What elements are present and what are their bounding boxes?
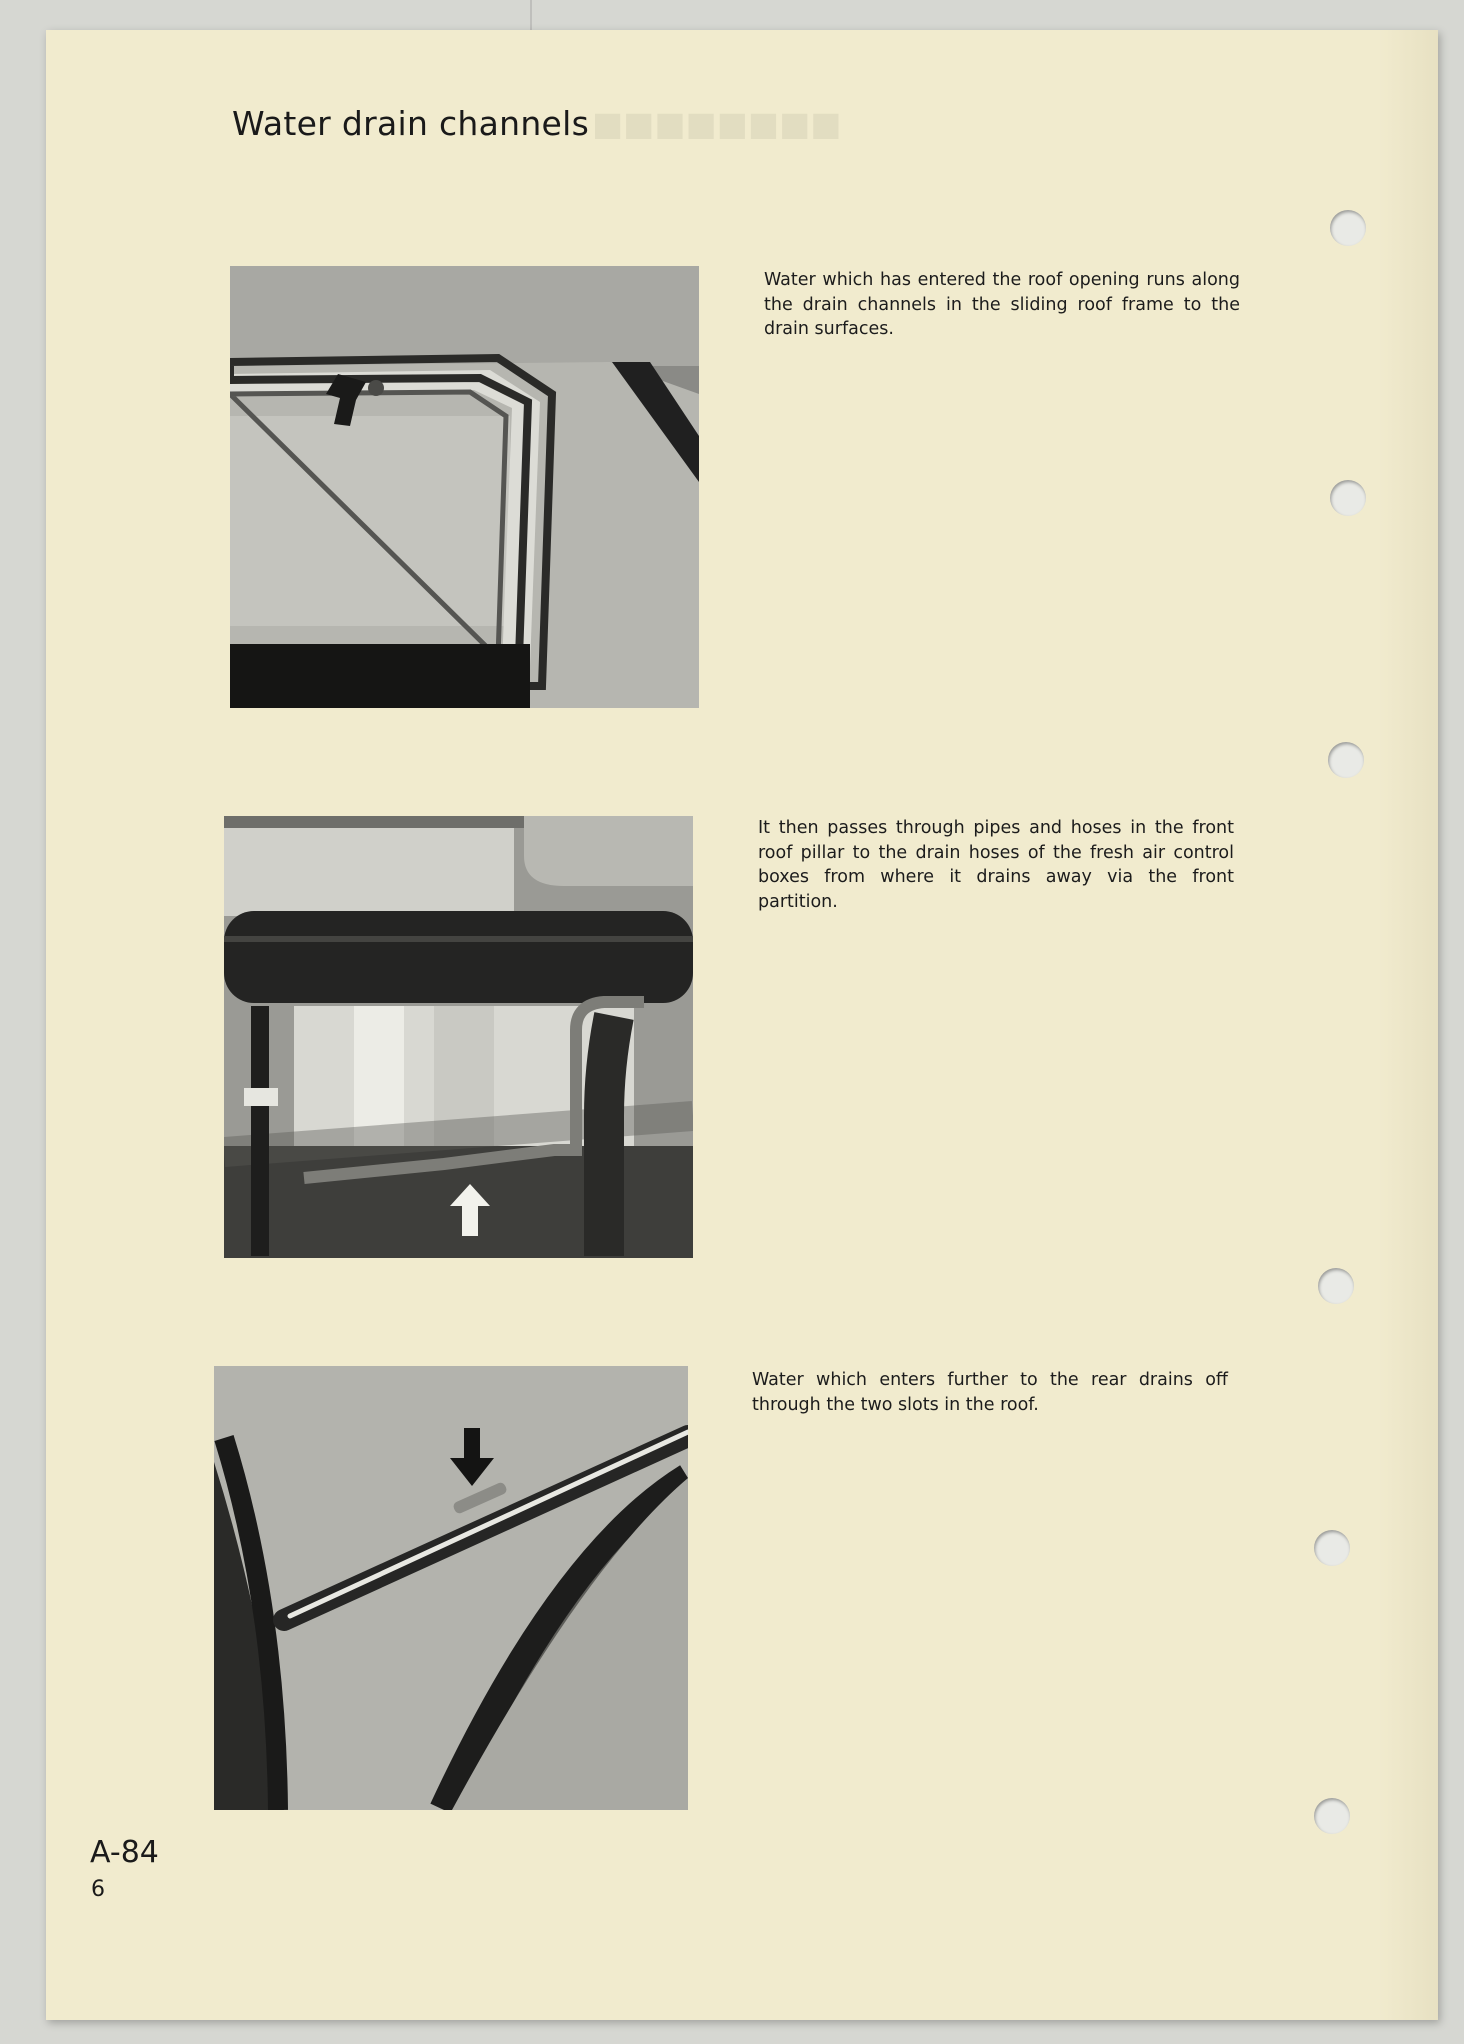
punch-hole-5 <box>1314 1530 1350 1566</box>
paragraph-roof-frame: Water which has entered the roof opening runs along the drain channels in the sliding roof frame to the drain surfaces. <box>764 270 1240 339</box>
rear-slots-illustration <box>214 1366 688 1810</box>
punch-hole-3 <box>1328 742 1364 778</box>
punch-hole-2 <box>1330 480 1366 516</box>
paragraph-roof-pillar: It then passes through pipes and hoses in the front roof pillar to the drain hoses of the fresh air control boxes from where it drains away via the front partition. <box>758 818 1234 912</box>
paragraph-rear-slots: Water which enters further to the rear drains off through the two slots in the roof. <box>752 1370 1228 1415</box>
page-title: Water drain channels <box>232 104 590 143</box>
page-code: A-84 <box>90 1835 159 1870</box>
roof-pillar-illustration <box>224 816 693 1258</box>
roof-pillar-photo <box>224 816 693 1258</box>
rear-slots-photo <box>214 1366 688 1810</box>
punch-hole-6 <box>1314 1798 1350 1834</box>
manual-page <box>46 30 1438 2020</box>
roof-frame-photo <box>230 266 699 708</box>
page-number: 6 <box>91 1877 105 1902</box>
bleed-through-shadow: ■■■■■■■■ <box>592 104 842 143</box>
punch-hole-1 <box>1330 210 1366 246</box>
punch-hole-4 <box>1318 1268 1354 1304</box>
roof-frame-illustration <box>230 266 699 708</box>
